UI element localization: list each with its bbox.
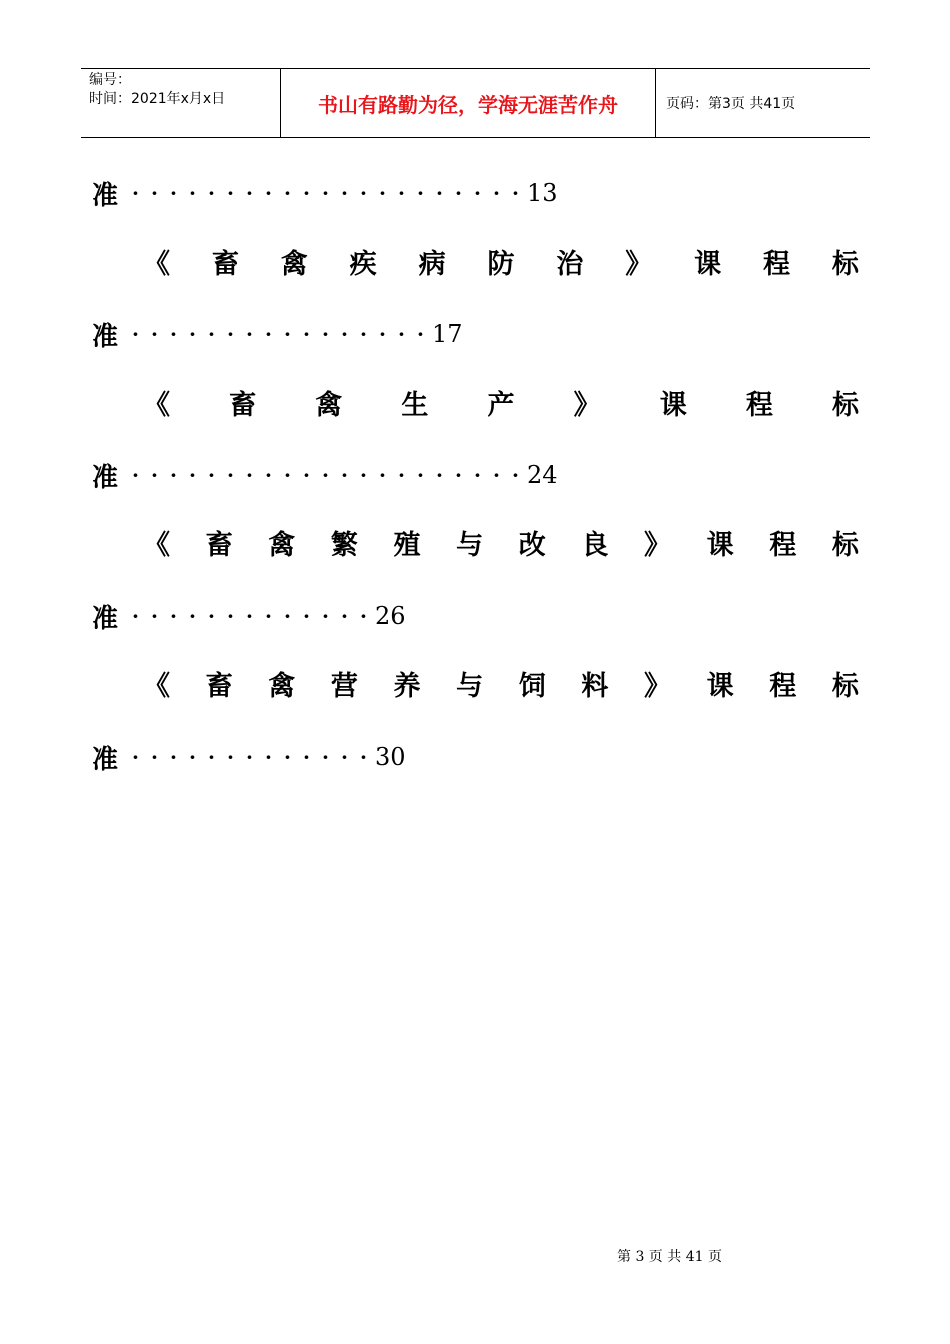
toc-leader-dot: · xyxy=(170,745,177,769)
toc-leader-dot: · xyxy=(189,322,196,346)
toc-leader-dot: · xyxy=(132,181,139,205)
toc-title-char: 程 xyxy=(745,389,773,421)
toc-title-char: 畜 xyxy=(205,670,233,702)
toc-leader-dot: · xyxy=(379,463,386,487)
toc-tail-char: 准 xyxy=(92,321,119,352)
toc-leader-dot: · xyxy=(398,181,405,205)
toc-title-char: 禽 xyxy=(280,248,308,280)
toc-title-char: 改 xyxy=(518,529,546,561)
toc-leader-dot: · xyxy=(189,745,196,769)
toc-leader-dot: · xyxy=(341,745,348,769)
toc-leader-dot: · xyxy=(265,181,272,205)
toc-leader-dot: · xyxy=(284,463,291,487)
toc-title-char: 《 xyxy=(143,529,170,561)
toc-entry-title xyxy=(143,522,859,562)
toc-title-char: 防 xyxy=(487,248,515,280)
toc-leader-dot: · xyxy=(455,181,462,205)
toc-entry-leader xyxy=(92,596,950,636)
toc-leader-dot: · xyxy=(246,745,253,769)
toc-title-char: 禽 xyxy=(315,389,343,421)
toc-leader-dot: · xyxy=(360,463,367,487)
toc-leader-dot: · xyxy=(132,745,139,769)
toc-title-char: 标 xyxy=(831,529,859,561)
toc-leader-dot: · xyxy=(341,322,348,346)
toc-leader-dot: · xyxy=(493,181,500,205)
toc-leader-dot: · xyxy=(322,463,329,487)
toc-title-char: 与 xyxy=(456,670,484,702)
toc-leader-dot: · xyxy=(303,322,310,346)
toc-leader-dot: · xyxy=(170,322,177,346)
toc-leader-dot: · xyxy=(322,181,329,205)
toc-leader-dot: · xyxy=(189,463,196,487)
toc-leader-dot: · xyxy=(265,604,272,628)
toc-title-char: 禽 xyxy=(268,529,296,561)
toc-leader-dot: · xyxy=(379,322,386,346)
toc-leader-dot: · xyxy=(417,463,424,487)
toc-leader-dot: · xyxy=(417,322,424,346)
toc-leader-dot: · xyxy=(493,463,500,487)
toc-title-char: 标 xyxy=(831,670,859,702)
toc-leader-dot: · xyxy=(512,181,519,205)
toc-leader-dot: · xyxy=(265,322,272,346)
toc-leader-dot: · xyxy=(208,181,215,205)
toc-title-char: 禽 xyxy=(268,670,296,702)
toc-leader-dot: · xyxy=(265,745,272,769)
toc-leader-dot: · xyxy=(512,463,519,487)
toc-page-number: 30 xyxy=(375,743,406,771)
toc-leader-dot: · xyxy=(208,322,215,346)
toc-entry-title xyxy=(143,382,859,422)
toc-leader-dot: · xyxy=(265,463,272,487)
toc-tail-char: 准 xyxy=(92,603,119,634)
header-meta-cell xyxy=(81,69,281,137)
toc-tail-char: 准 xyxy=(92,180,119,211)
toc-title-char: 程 xyxy=(769,670,797,702)
toc-leader-dot: · xyxy=(341,604,348,628)
toc-leader-dot: · xyxy=(322,604,329,628)
toc-entry-leader xyxy=(92,314,950,354)
toc-title-char: 与 xyxy=(456,529,484,561)
toc-title-char: 《 xyxy=(143,670,170,702)
toc-leader-dot: · xyxy=(132,463,139,487)
toc-leader-dot: · xyxy=(341,181,348,205)
toc-leader-dot: · xyxy=(208,463,215,487)
toc-leader-dot: · xyxy=(360,181,367,205)
toc-leader-dot: · xyxy=(151,463,158,487)
toc-entry-leader xyxy=(92,455,950,495)
toc-leader-dot: · xyxy=(455,463,462,487)
toc-tail-char: 准 xyxy=(92,462,119,493)
toc-tail-char: 准 xyxy=(92,744,119,775)
toc-title-char: 良 xyxy=(581,529,609,561)
toc-title-char: 》 xyxy=(644,670,671,702)
toc-leader-dot: · xyxy=(151,181,158,205)
toc-leader-dot: · xyxy=(208,745,215,769)
toc-title-char: 《 xyxy=(143,248,170,280)
toc-leader-dot: · xyxy=(379,181,386,205)
toc-title-char: 课 xyxy=(706,529,734,561)
toc-title-char: 生 xyxy=(401,389,429,421)
toc-leader-dot: · xyxy=(417,181,424,205)
toc-title-char: 畜 xyxy=(205,529,233,561)
toc-leader-dot: · xyxy=(398,463,405,487)
toc-leader-dot: · xyxy=(170,463,177,487)
toc-page-number: 13 xyxy=(527,179,558,207)
toc-leader-dot: · xyxy=(132,322,139,346)
motto: 书山有路勤为径，学海无涯苦作舟 xyxy=(281,69,656,137)
toc-leader-dot: · xyxy=(132,604,139,628)
toc-entry-title xyxy=(143,241,859,281)
toc-title-char: 《 xyxy=(143,389,170,421)
toc-leader-dot: · xyxy=(151,745,158,769)
toc-leader-dot: · xyxy=(246,322,253,346)
toc-leader-dot: · xyxy=(284,181,291,205)
number-label: 编号： xyxy=(89,72,131,88)
toc-leader-dot: · xyxy=(322,322,329,346)
toc-title-char: 料 xyxy=(581,670,609,702)
toc-leader-dot: · xyxy=(227,463,234,487)
toc-leader-dot: · xyxy=(170,604,177,628)
toc-entry-leader xyxy=(92,173,950,213)
toc-title-char: 养 xyxy=(393,670,421,702)
time-label: 时间：2021年x月x日 xyxy=(89,91,226,107)
toc-title-char: 程 xyxy=(769,529,797,561)
toc-title-char: 畜 xyxy=(229,389,257,421)
toc-leader-dot: · xyxy=(474,463,481,487)
toc-leader-dot: · xyxy=(246,181,253,205)
header-table xyxy=(81,68,870,138)
toc-title-char: 治 xyxy=(556,248,584,280)
toc-title-char: 饲 xyxy=(518,670,546,702)
toc-leader-dot: · xyxy=(341,463,348,487)
toc-leader-dot: · xyxy=(303,463,310,487)
toc-leader-dot: · xyxy=(436,463,443,487)
toc-leader-dot: · xyxy=(170,181,177,205)
toc-leader-dot: · xyxy=(227,604,234,628)
toc-title-char: 程 xyxy=(763,248,791,280)
toc-title-char: 殖 xyxy=(393,529,421,561)
toc-leader-dot: · xyxy=(151,604,158,628)
toc-title-char: 》 xyxy=(573,389,601,421)
toc-leader-dot: · xyxy=(303,745,310,769)
page-footer: 第 3 页 共 41 页 xyxy=(617,1249,722,1265)
toc-page-number: 17 xyxy=(432,320,463,348)
toc-leader-dot: · xyxy=(246,463,253,487)
toc-leader-dot: · xyxy=(189,181,196,205)
toc-leader-dot: · xyxy=(284,604,291,628)
toc-title-char: 畜 xyxy=(211,248,239,280)
toc-leader-dot: · xyxy=(322,745,329,769)
toc-leader-dot: · xyxy=(151,322,158,346)
toc-leader-dot: · xyxy=(208,604,215,628)
toc-title-char: 课 xyxy=(706,670,734,702)
page-info: 页码：第3页 共41页 xyxy=(666,96,796,112)
toc-title-char: 课 xyxy=(659,389,687,421)
toc-leader-dot: · xyxy=(227,322,234,346)
toc-leader-dot: · xyxy=(246,604,253,628)
toc-leader-dot: · xyxy=(227,745,234,769)
toc-leader-dot: · xyxy=(303,181,310,205)
toc-leader-dot: · xyxy=(360,604,367,628)
toc-leader-dot: · xyxy=(284,322,291,346)
toc-title-char: 课 xyxy=(694,248,722,280)
toc-title-char: 产 xyxy=(487,389,515,421)
toc-leader-dot: · xyxy=(398,322,405,346)
toc-title-char: 疾 xyxy=(349,248,377,280)
toc-entry-title xyxy=(143,663,859,703)
toc-title-char: 标 xyxy=(831,248,859,280)
toc-leader-dot: · xyxy=(227,181,234,205)
toc-leader-dot: · xyxy=(360,322,367,346)
toc-leader-dot: · xyxy=(189,604,196,628)
toc-title-char: 病 xyxy=(418,248,446,280)
toc-title-char: 繁 xyxy=(330,529,358,561)
toc-leader-dot: · xyxy=(436,181,443,205)
toc-title-char: 》 xyxy=(644,529,671,561)
toc-leader-dot: · xyxy=(474,181,481,205)
toc-entry-leader xyxy=(92,737,950,777)
toc-title-char: 》 xyxy=(625,248,653,280)
toc-leader-dot: · xyxy=(360,745,367,769)
toc-page-number: 26 xyxy=(375,602,406,630)
toc-leader-dot: · xyxy=(284,745,291,769)
toc-leader-dot: · xyxy=(303,604,310,628)
toc-page-number: 24 xyxy=(527,461,558,489)
toc-title-char: 标 xyxy=(832,389,859,421)
toc-title-char: 营 xyxy=(330,670,358,702)
